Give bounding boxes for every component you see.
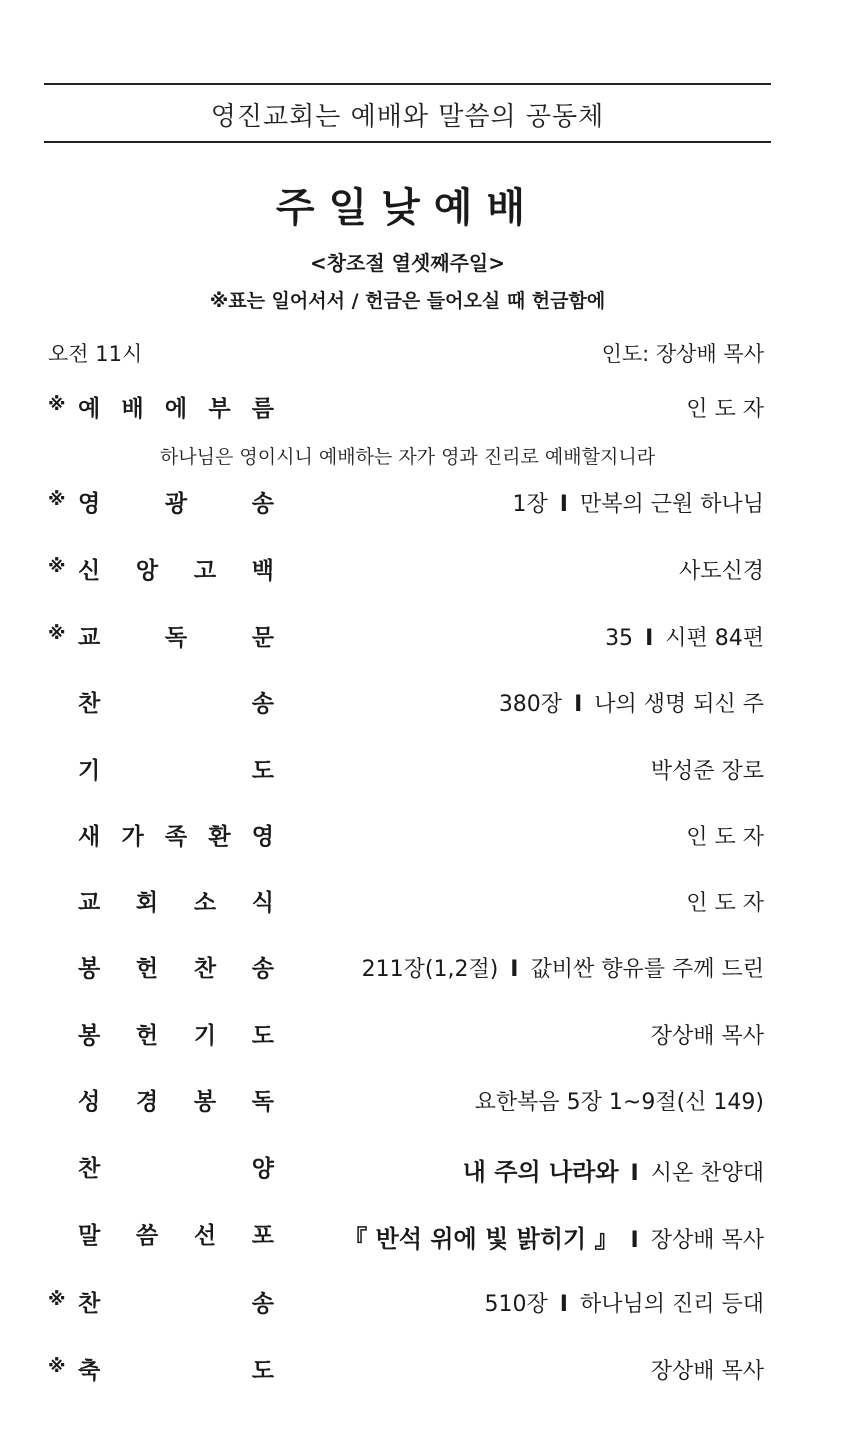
order-row	[48, 948, 764, 988]
order-row	[48, 750, 764, 790]
order-value	[513, 487, 764, 518]
order-row	[48, 617, 764, 657]
standing-mark: ※	[48, 394, 66, 415]
order-row	[48, 683, 764, 723]
order-value-primary: 380장	[498, 692, 563, 717]
standing-mark: ※	[48, 489, 66, 510]
separator: I	[645, 626, 654, 651]
separator: I	[574, 692, 583, 717]
separator: I	[630, 1161, 639, 1186]
order-value-primary: 35	[605, 626, 634, 651]
order-value-primary: 내 주의 나라와	[462, 1158, 619, 1186]
order-value: 인 도 자	[686, 825, 764, 850]
order-value-secondary: 하나님의 진리 등대	[579, 1292, 764, 1317]
order-row	[48, 550, 764, 590]
standing-note: ※표는 일어서서 / 헌금은 들어오실 때 헌금함에	[209, 290, 606, 312]
standing-mark: ※	[48, 623, 66, 644]
order-value	[499, 687, 764, 718]
church-banner: 영진교회는 예배와 말씀의 공동체	[210, 101, 605, 132]
order-value-secondary: 시온 찬양대	[650, 1161, 764, 1186]
order-label: 말 씀 선 포	[78, 1223, 274, 1249]
order-value	[605, 621, 764, 652]
order-value-secondary: 장상배 목사	[650, 1228, 764, 1253]
order-row	[48, 1015, 764, 1055]
order-value: 요한복음 5장 1~9절(신 149)	[474, 1090, 764, 1115]
separator: I	[510, 957, 519, 982]
order-value-secondary: 값비싼 향유를 주께 드린	[530, 957, 764, 982]
top-rule	[44, 83, 771, 85]
order-label: 교 회 소 식	[78, 890, 274, 916]
order-label: 교 독 문	[78, 625, 274, 651]
order-value-primary: 211장(1,2절)	[361, 957, 499, 982]
order-label: 새 가 족 환 영	[78, 824, 274, 850]
order-label: 기 도	[78, 758, 274, 784]
order-label: 봉 헌 기 도	[78, 1023, 274, 1049]
order-value-secondary: 시편 84편	[665, 626, 764, 651]
separator: I	[630, 1228, 639, 1253]
order-value: 인 도 자	[686, 891, 764, 916]
subtitle: <창조절 열셋째주일>	[309, 251, 506, 275]
order-value-primary: 『 반석 위에 빛 밝히기 』	[343, 1225, 619, 1253]
page-title: 주일낮예배	[275, 185, 540, 231]
order-label: 봉 헌 찬 송	[78, 956, 274, 982]
service-leader: 인도: 장상배 목사	[601, 342, 764, 366]
standing-mark: ※	[48, 1289, 66, 1310]
order-label: 축 도	[78, 1358, 274, 1384]
separator: I	[559, 1292, 568, 1317]
order-value-primary: 1장	[512, 492, 548, 517]
order-value	[463, 1152, 764, 1187]
order-label: 찬 송	[78, 1291, 274, 1317]
order-label: 찬 양	[78, 1156, 274, 1182]
order-label: 영 광 송	[78, 491, 274, 517]
order-value-secondary: 만복의 근원 하나님	[579, 492, 764, 517]
separator: I	[559, 492, 568, 517]
standing-mark: ※	[48, 556, 66, 577]
order-label: 성 경 봉 독	[78, 1089, 274, 1115]
order-value-primary: 510장	[484, 1292, 548, 1317]
order-value-secondary: 나의 생명 되신 주	[594, 692, 764, 717]
order-value: 장상배 목사	[650, 1359, 764, 1384]
order-label: 신 앙 고 백	[78, 558, 274, 584]
call-to-worship-verse: 하나님은 영이시니 예배하는 자가 영과 진리로 예배할지니라	[159, 446, 656, 468]
order-label: 찬 송	[78, 691, 274, 717]
service-time: 오전 11시	[48, 342, 143, 366]
order-row	[48, 483, 764, 523]
order-row	[48, 388, 764, 428]
standing-mark: ※	[48, 1356, 66, 1377]
order-row	[48, 1215, 764, 1255]
order-row	[48, 882, 764, 922]
order-value: 사도신경	[678, 559, 764, 584]
order-value: 인 도 자	[686, 397, 764, 422]
order-value	[485, 1287, 764, 1318]
order-value	[362, 952, 764, 983]
order-row	[48, 1081, 764, 1121]
order-label: 예 배 에 부 름	[78, 396, 274, 422]
banner-bottom-rule	[44, 141, 771, 143]
order-value: 장상배 목사	[650, 1024, 764, 1049]
order-value: 박성준 장로	[650, 759, 764, 784]
order-value	[343, 1219, 764, 1254]
order-row	[48, 816, 764, 856]
order-row	[48, 1283, 764, 1323]
order-row	[48, 1148, 764, 1188]
order-row	[48, 1350, 764, 1390]
